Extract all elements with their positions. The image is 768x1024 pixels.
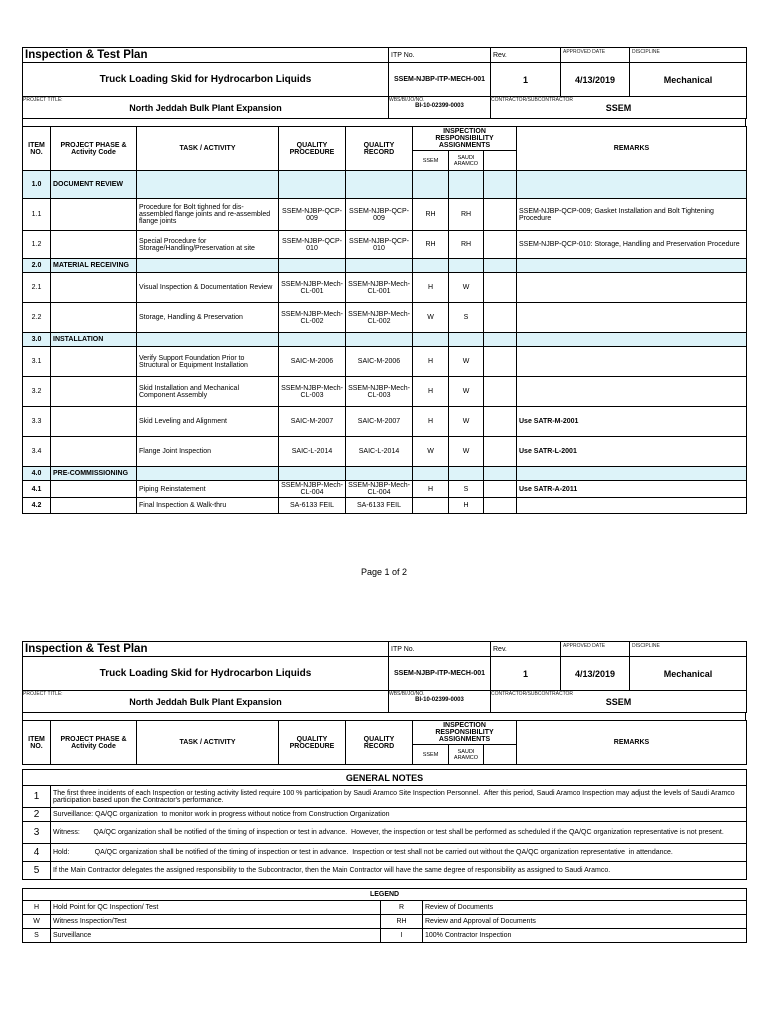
project-label: PROJECT TITLE:	[23, 691, 63, 697]
project-table-2	[22, 690, 747, 713]
itp-number: SSEM-NJBP-ITP-MECH-001	[389, 657, 491, 691]
empty-cell	[484, 498, 517, 514]
empty-cell	[449, 333, 484, 347]
contractor-label: CONTRACTOR/SUBCONTRACTOR	[491, 97, 574, 103]
general-notes-title: GENERAL NOTES	[23, 770, 747, 786]
itp-page-1	[22, 47, 746, 514]
col-remarks: REMARKS	[517, 127, 747, 171]
empty-cell	[484, 481, 517, 498]
record-cell: SA-6133 FEIL	[346, 498, 413, 514]
empty-cell	[137, 171, 279, 199]
empty-cell	[137, 333, 279, 347]
table-row	[23, 303, 747, 333]
itp-page-2	[22, 641, 746, 943]
header-table-1	[22, 47, 747, 97]
empty-cell	[346, 467, 413, 481]
itp-number: SSEM-NJBP-ITP-MECH-001	[389, 63, 491, 97]
legend-value: 100% Contractor Inspection	[423, 929, 747, 943]
phase-cell	[51, 231, 137, 259]
remarks-cell: Use SATR-L-2001	[517, 437, 747, 467]
section-number: 4.0	[23, 467, 51, 481]
legend-row	[23, 929, 747, 943]
legend-row	[23, 915, 747, 929]
empty-cell	[517, 333, 747, 347]
contractor: SSEM	[605, 697, 632, 707]
empty-cell	[484, 407, 517, 437]
phase-cell	[51, 273, 137, 303]
ssem-cell: H	[413, 347, 449, 377]
col-task: TASK / ACTIVITY	[137, 721, 279, 765]
activity-table	[22, 126, 747, 514]
task-cell: Skid Installation and Mechanical Component Assembly	[137, 377, 279, 407]
aramco-cell: RH	[449, 231, 484, 259]
section-number: 3.0	[23, 333, 51, 347]
empty-cell	[137, 467, 279, 481]
procedure-cell: SAIC-M-2007	[279, 407, 346, 437]
procedure-cell: SSEM-NJBP-Mech-CL-004	[279, 481, 346, 498]
col-phase: PROJECT PHASE & Activity Code	[51, 721, 137, 765]
note-text: If the Main Contractor delegates the assigned responsibility to the Subcontractor, then the Main Contractor will have the same degree of responsibility as assigned to Saudi Aramco.	[51, 862, 747, 880]
legend-key: S	[23, 929, 51, 943]
empty-cell	[449, 171, 484, 199]
procedure-cell: SSEM-NJBP-QCP-009	[279, 199, 346, 231]
task-cell: Final Inspection & Walk-thru	[137, 498, 279, 514]
note-row	[23, 862, 747, 880]
approved-date: 4/13/2019	[561, 657, 630, 691]
legend-key: H	[23, 901, 51, 915]
task-cell: Storage, Handling & Preservation	[137, 303, 279, 333]
task-cell: Piping Reinstatement	[137, 481, 279, 498]
aramco-cell: S	[449, 303, 484, 333]
section-title: DOCUMENT REVIEW	[51, 171, 137, 199]
plan-title: Truck Loading Skid for Hydrocarbon Liquids	[23, 63, 389, 97]
col-item: ITEM NO.	[23, 127, 51, 171]
task-cell: Procedure for Bolt tighned for dis-assembled flange joints and re-assembled flange joints	[137, 199, 279, 231]
phase-cell	[51, 437, 137, 467]
legend-table	[22, 888, 747, 943]
empty-cell	[484, 333, 517, 347]
approved-label: APPROVED DATE	[561, 48, 630, 63]
plan-title: Truck Loading Skid for Hydrocarbon Liquids	[23, 657, 389, 691]
project-label: PROJECT TITLE:	[23, 97, 63, 103]
item-number: 1.2	[23, 231, 51, 259]
rev-label: Rev.	[491, 642, 561, 657]
procedure-cell: SAIC-L-2014	[279, 437, 346, 467]
record-cell: SAIC-M-2007	[346, 407, 413, 437]
empty-cell	[279, 259, 346, 273]
legend-value: Witness Inspection/Test	[51, 915, 381, 929]
ssem-cell: H	[413, 407, 449, 437]
plan-label: Inspection & Test Plan	[23, 642, 389, 657]
note-row	[23, 844, 747, 862]
procedure-cell: SSEM-NJBP-Mech-CL-002	[279, 303, 346, 333]
col-record: QUALITY RECORD	[346, 721, 413, 765]
ssem-cell	[413, 498, 449, 514]
note-number: 3	[23, 822, 51, 844]
empty-cell	[484, 437, 517, 467]
aramco-cell: W	[449, 407, 484, 437]
empty-cell	[484, 273, 517, 303]
col-record: QUALITY RECORD	[346, 127, 413, 171]
section-row	[23, 259, 747, 273]
phase-cell	[51, 303, 137, 333]
note-text: Hold: QA/QC organization shall be notified of the timing of inspection or test in advance. Inspection or test shall not be carried out without the QA/QC organization representative in attendance.	[51, 844, 747, 862]
note-number: 2	[23, 808, 51, 822]
legend-key: R	[381, 901, 423, 915]
remarks-cell: SSEM-NJBP-QCP-010: Storage, Handling and Preservation Procedure	[517, 231, 747, 259]
remarks-cell	[517, 273, 747, 303]
legend-key: I	[381, 929, 423, 943]
record-cell: SSEM-NJBP-Mech-CL-004	[346, 481, 413, 498]
section-title: MATERIAL RECEIVING	[51, 259, 137, 273]
table-row	[23, 498, 747, 514]
remarks-cell: Use SATR-M-2001	[517, 407, 747, 437]
aramco-cell: W	[449, 347, 484, 377]
legend-value: Review of Documents	[423, 901, 747, 915]
project-title: North Jeddah Bulk Plant Expansion	[129, 697, 282, 707]
aramco-cell: RH	[449, 199, 484, 231]
empty-cell	[484, 231, 517, 259]
aramco-cell: W	[449, 377, 484, 407]
empty-cell	[346, 171, 413, 199]
note-number: 5	[23, 862, 51, 880]
note-row	[23, 808, 747, 822]
empty-cell	[413, 467, 449, 481]
project-table-1	[22, 96, 747, 119]
legend-row	[23, 901, 747, 915]
task-cell: Flange Joint Inspection	[137, 437, 279, 467]
remarks-cell: SSEM-NJBP-QCP-009; Gasket Installation and Bolt Tightening Procedure	[517, 199, 747, 231]
procedure-cell: SSEM-NJBP-Mech-CL-001	[279, 273, 346, 303]
item-number: 3.2	[23, 377, 51, 407]
col-item: ITEM NO.	[23, 721, 51, 765]
empty-cell	[517, 467, 747, 481]
empty-cell	[484, 467, 517, 481]
rev-label: Rev.	[491, 48, 561, 63]
itp-label: ITP No.	[389, 48, 491, 63]
record-cell: SSEM-NJBP-Mech-CL-001	[346, 273, 413, 303]
col-ssem: SSEM	[413, 151, 449, 171]
phase-cell	[51, 347, 137, 377]
section-row	[23, 467, 747, 481]
discipline: Mechanical	[630, 63, 747, 97]
empty-cell	[449, 467, 484, 481]
legend-value: Review and Approval of Documents	[423, 915, 747, 929]
col-procedure: QUALITY PROCEDURE	[279, 721, 346, 765]
col-remarks: REMARKS	[517, 721, 747, 765]
page-number: Page 1 of 2	[360, 567, 408, 577]
rev-number: 1	[491, 63, 561, 97]
empty-cell	[484, 303, 517, 333]
wbs-label: WBS/BI/JO/NO.	[389, 691, 425, 697]
phase-cell	[51, 199, 137, 231]
general-notes-table	[22, 769, 747, 880]
aramco-cell: W	[449, 437, 484, 467]
table-row	[23, 377, 747, 407]
task-cell: Skid Leveling and Alignment	[137, 407, 279, 437]
section-title: INSTALLATION	[51, 333, 137, 347]
header-table-2	[22, 641, 747, 691]
col-phase: PROJECT PHASE & Activity Code	[51, 127, 137, 171]
item-number: 3.3	[23, 407, 51, 437]
col-task: TASK / ACTIVITY	[137, 127, 279, 171]
note-text: The first three incidents of each Inspection or testing activity listed require 100 % participation by Saudi Aramco Site Inspection Personnel. After this period, Saudi Aramco Inspection may adjust the levels of Saudi Aramco participation based upon the Contractor's performance.	[51, 786, 747, 808]
task-cell: Visual Inspection & Documentation Review	[137, 273, 279, 303]
empty-cell	[279, 171, 346, 199]
item-number: 4.2	[23, 498, 51, 514]
remarks-cell	[517, 377, 747, 407]
section-number: 2.0	[23, 259, 51, 273]
record-cell: SAIC-L-2014	[346, 437, 413, 467]
remarks-cell: Use SATR-A-2011	[517, 481, 747, 498]
legend-title: LEGEND	[23, 889, 747, 901]
ssem-cell: RH	[413, 199, 449, 231]
col-assignments: INSPECTION RESPONSIBILITY ASSIGNMENTS	[413, 721, 517, 745]
item-number: 3.4	[23, 437, 51, 467]
empty-cell	[484, 171, 517, 199]
column-header-2	[22, 720, 747, 765]
remarks-cell	[517, 303, 747, 333]
table-row	[23, 407, 747, 437]
section-title: PRE-COMMISSIONING	[51, 467, 137, 481]
approved-date: 4/13/2019	[561, 63, 630, 97]
empty-cell	[346, 333, 413, 347]
procedure-cell: SA-6133 FEIL	[279, 498, 346, 514]
empty-cell	[413, 333, 449, 347]
empty-cell	[137, 259, 279, 273]
empty-cell	[279, 333, 346, 347]
project-title: North Jeddah Bulk Plant Expansion	[129, 103, 282, 113]
empty-cell	[484, 199, 517, 231]
empty-cell	[413, 259, 449, 273]
aramco-cell: S	[449, 481, 484, 498]
col-aramco: SAUDI ARAMCO	[449, 745, 484, 765]
phase-cell	[51, 498, 137, 514]
itp-label: ITP No.	[389, 642, 491, 657]
record-cell: SSEM-NJBP-Mech-CL-003	[346, 377, 413, 407]
wbs-label: WBS/BI/JO/NO.	[389, 97, 425, 103]
procedure-cell: SSEM-NJBP-QCP-010	[279, 231, 346, 259]
section-number: 1.0	[23, 171, 51, 199]
legend-key: RH	[381, 915, 423, 929]
item-number: 3.1	[23, 347, 51, 377]
remarks-cell	[517, 347, 747, 377]
table-row	[23, 347, 747, 377]
aramco-cell: W	[449, 273, 484, 303]
rev-number: 1	[491, 657, 561, 691]
note-row	[23, 786, 747, 808]
task-cell: Verify Support Foundation Prior to Structural or Equipment Installation	[137, 347, 279, 377]
approved-label: APPROVED DATE	[561, 642, 630, 657]
aramco-cell: H	[449, 498, 484, 514]
table-row	[23, 199, 747, 231]
legend-value: Hold Point for QC Inspection/ Test	[51, 901, 381, 915]
note-number: 4	[23, 844, 51, 862]
ssem-cell: H	[413, 273, 449, 303]
empty-cell	[484, 377, 517, 407]
contractor: SSEM	[605, 103, 632, 113]
discipline-label: DISCIPLINE	[630, 642, 747, 657]
ssem-cell: H	[413, 481, 449, 498]
empty-cell	[413, 171, 449, 199]
empty-cell	[346, 259, 413, 273]
item-number: 2.1	[23, 273, 51, 303]
empty-cell	[484, 259, 517, 273]
item-number: 4.1	[23, 481, 51, 498]
ssem-cell: W	[413, 303, 449, 333]
phase-cell	[51, 407, 137, 437]
section-row	[23, 333, 747, 347]
record-cell: SAIC-M-2006	[346, 347, 413, 377]
discipline-label: DISCIPLINE	[630, 48, 747, 63]
note-text: Witness: QA/QC organization shall be notified of the timing of inspection or test in advance. However, the inspection or test shall be performed as scheduled if the QA/QC organization representative is not present.	[51, 822, 747, 844]
note-row	[23, 822, 747, 844]
remarks-cell	[517, 498, 747, 514]
ssem-cell: RH	[413, 231, 449, 259]
item-number: 1.1	[23, 199, 51, 231]
note-text: Surveillance: QA/QC organization to monitor work in progress without notice from Construction Organization	[51, 808, 747, 822]
empty-cell	[484, 347, 517, 377]
plan-label: Inspection & Test Plan	[23, 48, 389, 63]
col-ssem: SSEM	[413, 745, 449, 765]
task-cell: Special Procedure for Storage/Handling/Preservation at site	[137, 231, 279, 259]
col-procedure: QUALITY PROCEDURE	[279, 127, 346, 171]
record-cell: SSEM-NJBP-QCP-010	[346, 231, 413, 259]
ssem-cell: W	[413, 437, 449, 467]
contractor-label: CONTRACTOR/SUBCONTRACTOR	[491, 691, 574, 697]
record-cell: SSEM-NJBP-Mech-CL-002	[346, 303, 413, 333]
procedure-cell: SAIC-M-2006	[279, 347, 346, 377]
section-row	[23, 171, 747, 199]
item-number: 2.2	[23, 303, 51, 333]
table-row	[23, 273, 747, 303]
wbs-number: BI-10-02399-0003	[415, 697, 464, 703]
legend-value: Surveillance	[51, 929, 381, 943]
phase-cell	[51, 481, 137, 498]
col-assignments: INSPECTION RESPONSIBILITY ASSIGNMENTS	[413, 127, 517, 151]
table-row	[23, 231, 747, 259]
empty-cell	[279, 467, 346, 481]
table-row	[23, 437, 747, 467]
ssem-cell: H	[413, 377, 449, 407]
empty-cell	[517, 171, 747, 199]
empty-cell	[449, 259, 484, 273]
record-cell: SSEM-NJBP-QCP-009	[346, 199, 413, 231]
wbs-number: BI-10-02399-0003	[415, 103, 464, 109]
discipline: Mechanical	[630, 657, 747, 691]
legend-key: W	[23, 915, 51, 929]
col-aramco: SAUDI ARAMCO	[449, 151, 484, 171]
note-number: 1	[23, 786, 51, 808]
procedure-cell: SSEM-NJBP-Mech-CL-003	[279, 377, 346, 407]
empty-cell	[517, 259, 747, 273]
activity-body	[23, 171, 747, 514]
table-row	[23, 481, 747, 498]
phase-cell	[51, 377, 137, 407]
